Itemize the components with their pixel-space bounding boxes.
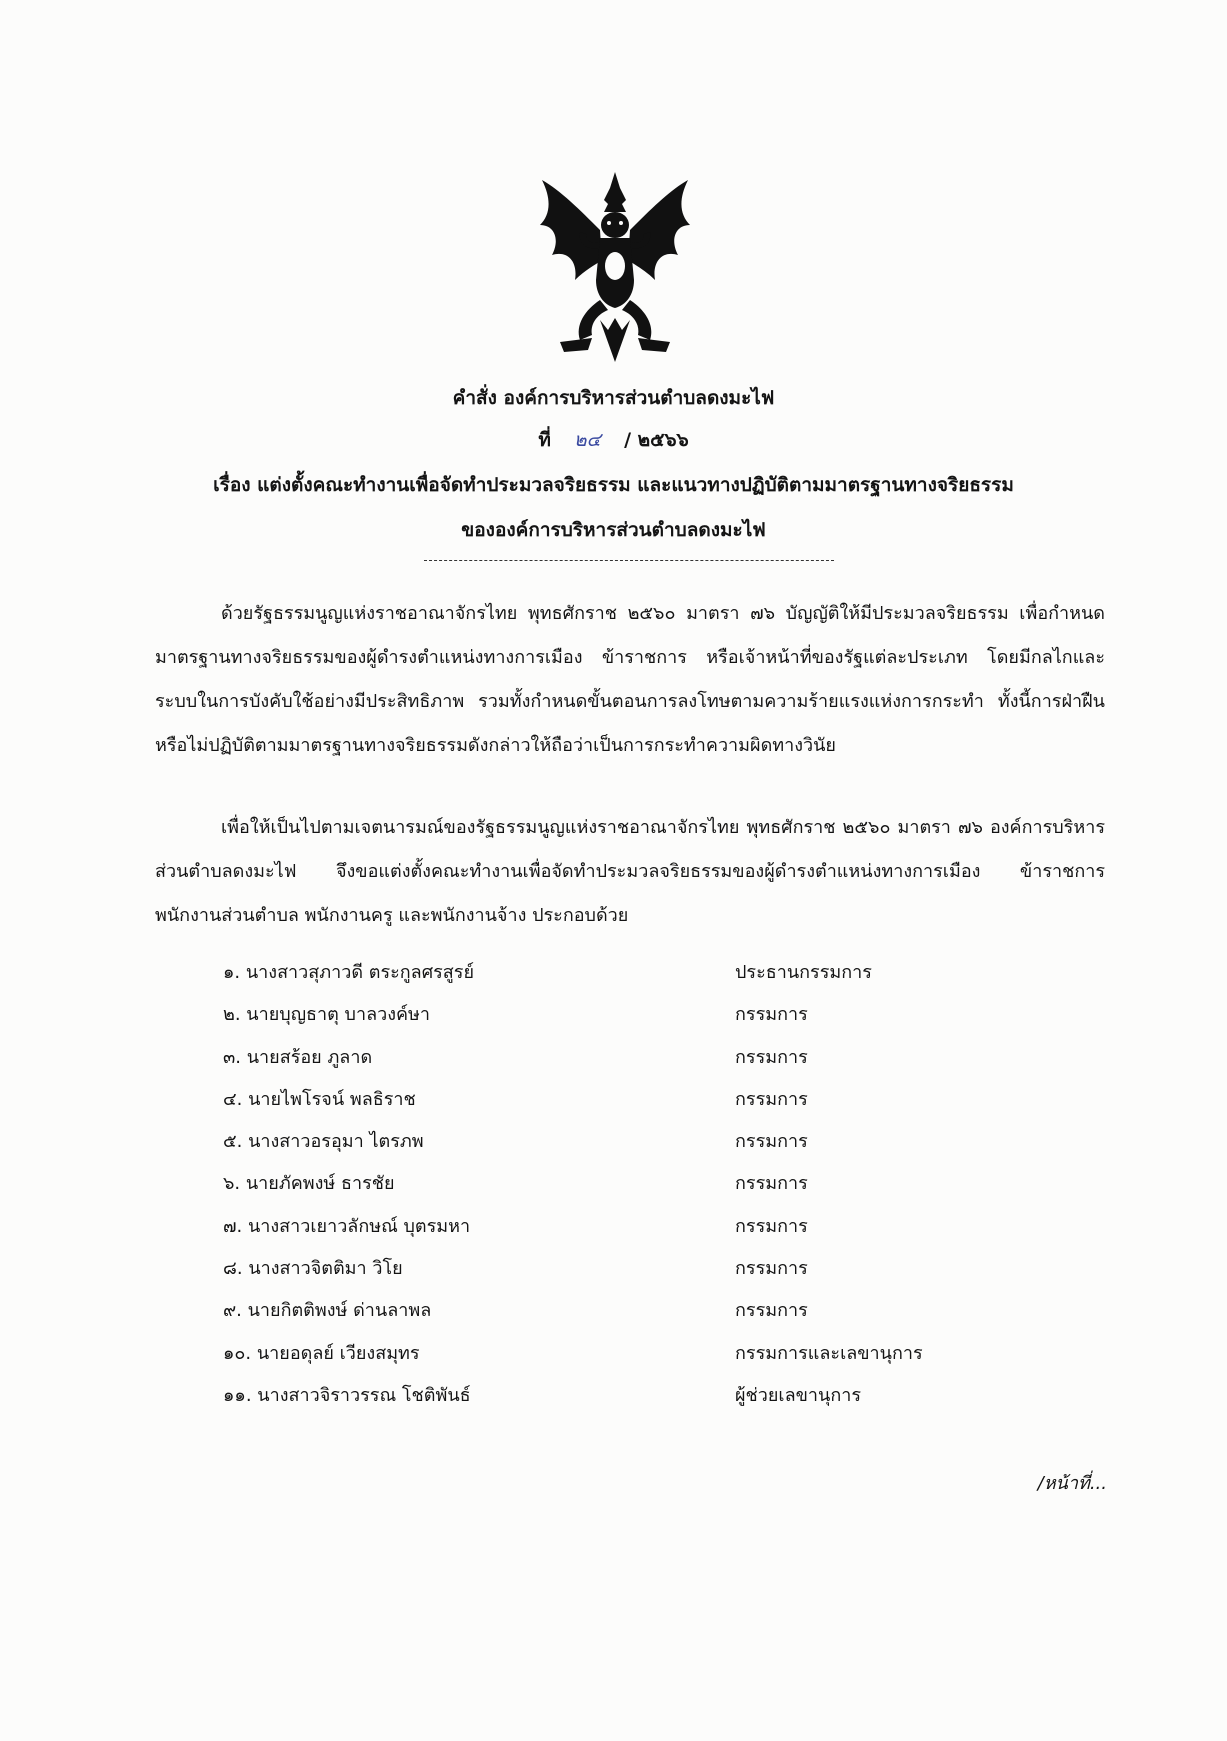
member-role: กรรมการ — [735, 1215, 808, 1237]
committee-member-row — [223, 1079, 1043, 1121]
member-role: กรรมการ — [735, 1004, 808, 1026]
next-page-marker: /หน้าที่... — [1037, 1473, 1107, 1494]
member-name: ๘. นางสาวจิตติมา วิโย — [223, 1258, 403, 1280]
member-role: ประธานกรรมการ — [735, 962, 872, 983]
title-divider — [424, 560, 834, 561]
body-paragraph-2: เพื่อให้เป็นไปตามเจตนารมณ์ของรัฐธรรมนูญแห่งราชอาณาจักรไทย พุทธศักราช ๒๕๖๐ มาตรา ๗๖ องค์การบริหารส่วนตำบลดงมะไฟ จึงขอแต่งตั้งคณะทำงานเพื่อจัดทำประมวลจริยธรรมของผู้ดำรงตำแหน่งทางการเมือง ข้าราชการ พนักงานส่วนตำบล พนักงานครู และพนักงานจ้าง ประกอบด้วย — [155, 817, 1105, 926]
order-number-handwritten: ๒๔ — [574, 429, 601, 451]
committee-member-row — [223, 1037, 1043, 1079]
committee-member-row — [223, 1290, 1043, 1332]
member-name: ๑๑. นางสาวจิราวรรณ โชติพันธ์ — [223, 1384, 471, 1406]
member-role: กรรมการ — [735, 1088, 808, 1110]
order-number-year: / ๒๕๖๖ — [624, 429, 689, 451]
member-role: กรรมการและเลขานุการ — [735, 1342, 923, 1364]
committee-member-row — [223, 1163, 1043, 1205]
member-role: กรรมการ — [735, 1046, 808, 1068]
body-paragraph-1: ด้วยรัฐธรรมนูญแห่งราชอาณาจักรไทย พุทธศักราช ๒๕๖๐ มาตรา ๗๖ บัญญัติให้มีประมวลจริยธรรม เพื่อกำหนดมาตรฐานทางจริยธรรมของผู้ดำรงตำแหน่งทางการเมือง ข้าราชการ หรือเจ้าหน้าที่ของรัฐแต่ละประเภท โดยมีกลไกและระบบในการบังคับใช้อย่างมีประสิทธิภาพ รวมทั้งกำหนดขั้นตอนการลงโทษตามความร้ายแรงแห่งการกระทำ ทั้งนี้การฝ่าฝืน หรือไม่ปฏิบัติตามมาตรฐานทางจริยธรรมดังกล่าวให้ถือว่าเป็นการกระทำความผิดทางวินัย — [155, 603, 1105, 756]
order-number — [0, 425, 1227, 455]
member-name: ๔. นายไพโรจน์ พลธิราช — [223, 1088, 416, 1110]
committee-member-row — [223, 1206, 1043, 1248]
member-role: กรรมการ — [735, 1300, 808, 1322]
committee-member-row — [223, 952, 1043, 994]
member-role: กรรมการ — [735, 1258, 808, 1280]
order-number-prefix: ที่ — [538, 429, 551, 451]
committee-member-row — [223, 1333, 1043, 1375]
member-role: ผู้ช่วยเลขานุการ — [735, 1384, 861, 1406]
member-name: ๒. นายบุญธาตุ บาลวงค์ษา — [223, 1004, 431, 1026]
member-name: ๑๐. นายอดุลย์ เวียงสมุทร — [223, 1342, 420, 1364]
member-name: ๓. นายสร้อย ภูลาด — [223, 1046, 373, 1068]
subject-line-1: เรื่อง แต่งตั้งคณะทำงานเพื่อจัดทำประมวลจริยธรรม และแนวทางปฏิบัติตามมาตรฐานทางจริยธรรม — [213, 474, 1014, 496]
committee-member-row — [223, 1248, 1043, 1290]
member-name: ๙. นายกิตติพงษ์ ด่านลาพล — [223, 1300, 432, 1322]
member-name: ๑. นางสาวสุภาวดี ตระกูลศรสูรย์ — [223, 962, 474, 983]
garuda-emblem-icon — [530, 170, 700, 365]
committee-member-list — [223, 952, 1043, 1417]
member-name: ๕. นางสาวอรอุมา ไตรภพ — [223, 1131, 424, 1153]
member-name: ๖. นายภัคพงษ์ ธารชัย — [223, 1173, 395, 1195]
member-role: กรรมการ — [735, 1131, 808, 1153]
committee-member-row — [223, 1375, 1043, 1417]
committee-member-row — [223, 994, 1043, 1036]
committee-member-row — [223, 1121, 1043, 1163]
member-name: ๗. นางสาวเยาวลักษณ์ บุตรมหา — [223, 1215, 471, 1237]
subject-line-2: ขององค์การบริหารส่วนตำบลดงมะไฟ — [461, 519, 766, 541]
member-role: กรรมการ — [735, 1173, 808, 1195]
order-title: คำสั่ง องค์การบริหารส่วนตำบลดงมะไฟ — [452, 387, 775, 409]
